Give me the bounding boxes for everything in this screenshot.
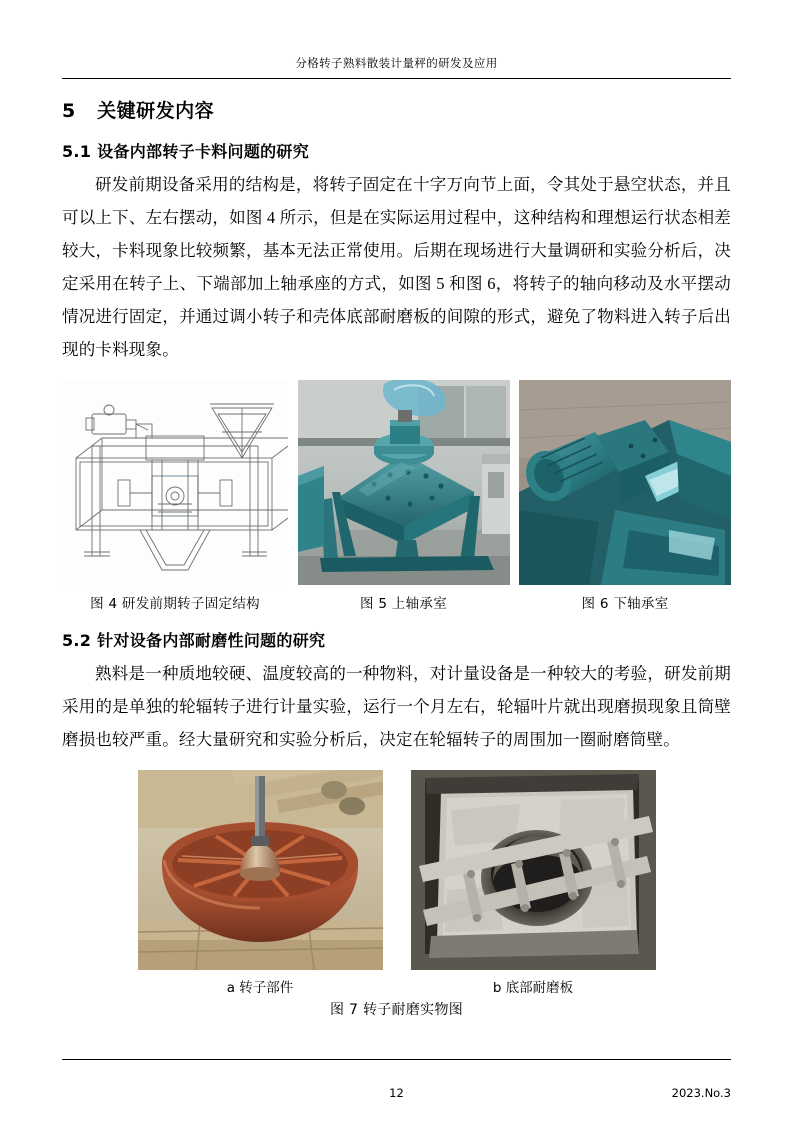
issue-label: 2023.No.3 [671,1086,731,1100]
figure-5-caption: 图 5 上轴承室 [359,596,448,612]
subsection-heading-5-2: 5.2 针对设备内部耐磨性问题的研究 [62,631,326,650]
header-divider [62,78,731,79]
figure-row-7 [62,770,731,970]
figure-7b-caption: b 底部耐磨板 [492,980,574,996]
figure-7a-caption: a 转子部件 [226,980,294,996]
section-title: 关键研发内容 [97,100,215,122]
subsection-heading-5-1: 5.1 设备内部转子卡料问题的研究 [62,142,310,161]
figure-6-image [519,380,731,585]
running-header: 分格转子熟料散装计量秤的研发及应用 [295,56,498,70]
paragraph-5-1: 研发前期设备采用的结构是，将转子固定在十字万向节上面，令其处于悬空状态，并且可以上下、左右摆动，如图 4 所示，但是在实际运用过程中，这种结构和理想运行状态相差较大，卡料现象比较频繁，基本无法正常使用。后期在现场进行大量调研和实验分析后，决定采用在转子上、下端部加上轴承座的方式，如图 5 和图 6，将转子的轴向移动及水平摆动情况进行固定，并通过调小转子和壳体底部耐磨板的间隙的形式，避免了物料进入转子后出现的卡料现象。 [62,175,731,359]
paragraph-5-2: 熟料是一种质地较硬、温度较高的一种物料，对计量设备是一种较大的考验，研发前期采用的是单独的轮辐转子进行计量实验，运行一个月左右，轮辐叶片就出现磨损现象且筒壁磨损也较严重。经大量研究和实验分析后，决定在轮辐转子的周围加一圈耐磨筒壁。 [62,664,731,749]
figure-row-456 [62,380,731,612]
figure-6 [519,380,731,612]
figure-6-caption: 图 6 下轴承室 [581,596,669,612]
page-content [62,88,731,1019]
figure-7-subcaptions [62,976,731,996]
figure-7b-image [411,770,656,970]
section-number: 5 [62,100,76,122]
figure-5 [298,380,510,612]
section-heading-5 [62,96,731,123]
page-number: 12 [389,1086,404,1100]
figure-4-caption: 图 4 研发前期转子固定结构 [90,596,260,612]
figure-7a-image [138,770,383,970]
figure-7-caption: 图 7 转子耐磨实物图 [329,1002,464,1018]
footer-divider [62,1059,731,1060]
figure-4 [62,380,288,612]
figure-4-image [62,380,288,585]
figure-5-image [298,380,510,585]
